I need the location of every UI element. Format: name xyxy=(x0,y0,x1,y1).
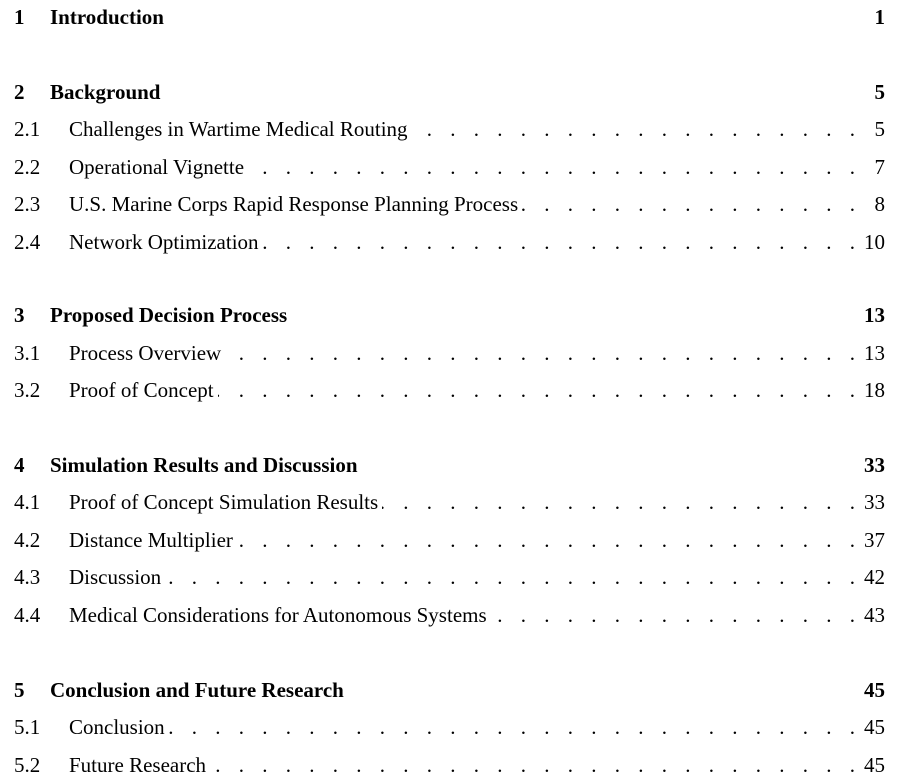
chapter-number: 2 xyxy=(14,80,25,104)
chapter-page-number: 33 xyxy=(864,453,885,477)
chapter-page-number: 1 xyxy=(874,5,885,29)
toc-chapter-3[interactable] xyxy=(14,301,885,329)
section-title: Discussion xyxy=(69,563,165,591)
section-title: Challenges in Wartime Medical Routing xyxy=(69,115,412,143)
section-number: 4.4 xyxy=(14,603,41,627)
section-page-number: 13 xyxy=(854,339,885,367)
chapter-number: 4 xyxy=(14,453,25,477)
section-page-number: 10 xyxy=(854,228,885,256)
section-title: Process Overview xyxy=(69,339,225,367)
dot-leader xyxy=(69,563,855,591)
section-page-number: 7 xyxy=(865,153,886,181)
chapter-page-number: 5 xyxy=(874,80,885,104)
chapter-number: 1 xyxy=(14,5,25,29)
section-number: 2.1 xyxy=(14,117,41,141)
chapter-title: Background xyxy=(50,80,161,104)
section-page-number: 18 xyxy=(854,376,885,404)
section-page-number: 45 xyxy=(854,751,885,779)
dot-leader xyxy=(69,713,855,741)
section-title: U.S. Marine Corps Rapid Response Planning Process xyxy=(69,190,522,218)
chapter-number: 5 xyxy=(14,678,25,702)
section-number: 4.2 xyxy=(14,528,41,552)
section-number: 4.3 xyxy=(14,565,41,589)
chapter-page-number: 45 xyxy=(864,678,885,702)
section-title: Operational Vignette xyxy=(69,153,248,181)
chapter-number: 3 xyxy=(14,303,25,327)
section-number: 3.1 xyxy=(14,341,41,365)
chapter-title: Proposed Decision Process xyxy=(50,303,288,327)
section-number: 2.3 xyxy=(14,192,41,216)
toc-chapter-1[interactable] xyxy=(14,3,885,31)
toc-section-2-1[interactable] xyxy=(14,115,885,143)
toc-section-2-4[interactable] xyxy=(14,228,885,256)
toc-chapter-5[interactable] xyxy=(14,676,885,704)
section-title: Network Optimization xyxy=(69,228,263,256)
section-page-number: 42 xyxy=(854,563,885,591)
toc-section-2-2[interactable] xyxy=(14,153,885,181)
section-page-number: 8 xyxy=(865,190,886,218)
toc-section-5-1[interactable] xyxy=(14,713,885,741)
toc-section-2-3[interactable] xyxy=(14,190,885,218)
section-page-number: 45 xyxy=(854,713,885,741)
toc-section-4-4[interactable] xyxy=(14,601,885,629)
section-page-number: 37 xyxy=(854,526,885,554)
toc-section-4-1[interactable] xyxy=(14,488,885,516)
section-title: Medical Considerations for Autonomous Systems xyxy=(69,601,491,629)
section-page-number: 33 xyxy=(854,488,885,516)
toc-section-3-1[interactable] xyxy=(14,339,885,367)
section-title: Distance Multiplier xyxy=(69,526,237,554)
section-number: 2.4 xyxy=(14,230,41,254)
section-title: Proof of Concept xyxy=(69,376,218,404)
chapter-title: Introduction xyxy=(50,5,164,29)
section-title: Proof of Concept Simulation Results xyxy=(69,488,382,516)
toc-chapter-2[interactable] xyxy=(14,78,885,106)
chapter-title: Simulation Results and Discussion xyxy=(50,453,358,477)
toc-section-3-2[interactable] xyxy=(14,376,885,404)
section-number: 3.2 xyxy=(14,378,41,402)
toc-section-4-3[interactable] xyxy=(14,563,885,591)
chapter-page-number: 13 xyxy=(864,303,885,327)
section-page-number: 43 xyxy=(854,601,885,629)
section-title: Conclusion xyxy=(69,713,169,741)
toc-chapter-4[interactable] xyxy=(14,451,885,479)
toc-section-5-2[interactable] xyxy=(14,751,885,779)
section-number: 5.1 xyxy=(14,715,41,739)
chapter-title: Conclusion and Future Research xyxy=(50,678,344,702)
section-number: 5.2 xyxy=(14,753,41,777)
section-page-number: 5 xyxy=(865,115,886,143)
section-number: 2.2 xyxy=(14,155,41,179)
section-number: 4.1 xyxy=(14,490,41,514)
section-title: Future Research xyxy=(69,751,210,779)
toc-section-4-2[interactable] xyxy=(14,526,885,554)
